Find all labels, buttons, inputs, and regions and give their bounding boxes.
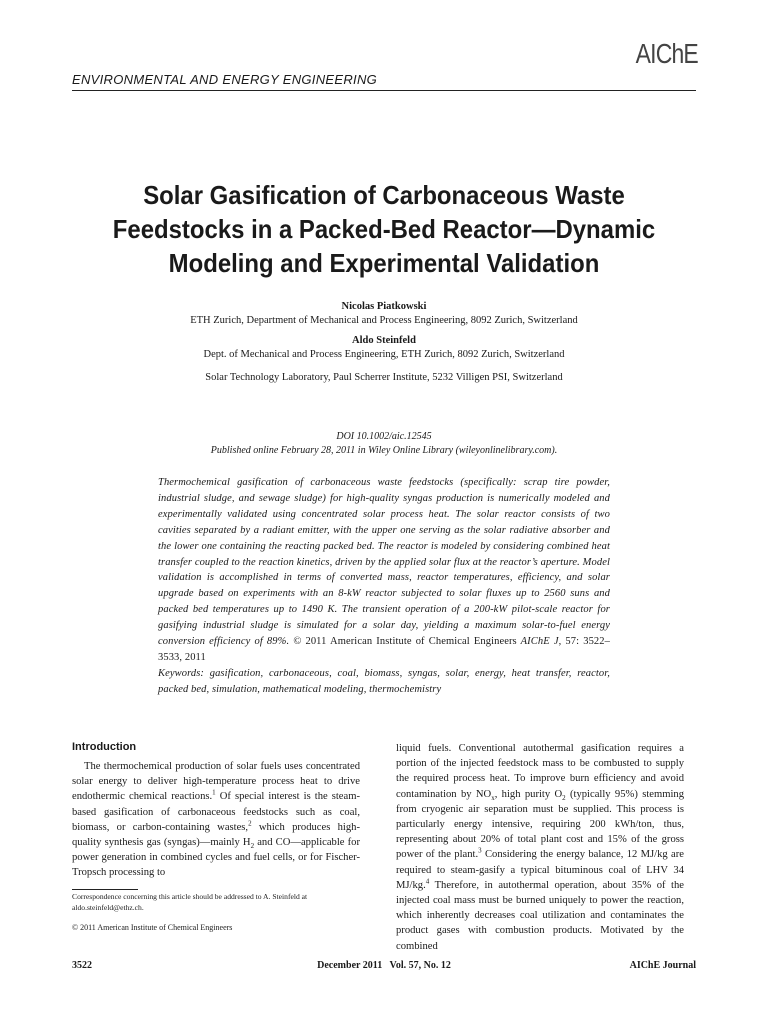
- body-paragraph: liquid fuels. Conventional autothermal gasification requires a portion of the injected feedstock mass to be combusted to supply the required process heat. To improve burn efficiency and avoid contamination by $NO_x$, high purity $O_2$ (typically 95%) stemming from cryogenic air separation must be supplied. This process is particularly energy intensive, requiring 200 kWh/ton, thus, representing about 20% of total plant cost and 15% of the gross power of the plant.$^3$ Considering the energy balance, 12 MJ/kg are required to steam-gasify a typical bituminous coal of LHV 34 MJ/kg.$^4$ Therefore, in autothermal operation, about 35% of the injected coal mass must be burned uniquely to power the reaction, which inherently decreases coal utilization and contaminates the product gases with combustion products. Motivated by the combined: [396, 743, 685, 952]
- journal-logo: AIChE: [635, 38, 698, 69]
- author-affiliation: ETH Zurich, Department of Mechanical and Process Engineering, 8092 Zurich, Switzerland: [190, 315, 578, 326]
- column-left: [72, 740, 360, 881]
- reference-link[interactable]: 3: [478, 846, 482, 855]
- page-number: 3522: [72, 960, 92, 971]
- published-line: Published online February 28, 2011 in Wiley Online Library (wileyonlinelibrary.com).: [210, 445, 558, 456]
- issue-info: December 2011 Vol. 57, No. 12: [317, 960, 451, 971]
- publication-info: [72, 430, 696, 458]
- section-header: ENVIRONMENTAL AND ENERGY ENGINEERING: [72, 72, 696, 91]
- title-line: Feedstocks in a Packed-Bed Reactor—Dynamic: [112, 214, 656, 244]
- doi[interactable]: DOI 10.1002/aic.12545: [336, 431, 432, 442]
- title-line: Modeling and Experimental Validation: [168, 248, 600, 278]
- author-block: [72, 300, 696, 385]
- abstract-text: Thermochemical gasification of carbonaceous waste feedstocks (specifically: scrap tire powder, industrial sludge, and sewage sludge) for high-quality syngas production is numerically modeled and experimentally validated using concentrated solar process heat. The solar reactor consists of two cavities separated by a radiant emitter, with the upper one serving as the solar radiative absorber and the lower one containing the reacting packed bed. The reactor is modeled by considering combined heat transfer coupled to the reaction kinetics, driven by the applied solar flux at the reactor’s aperture. Model validation is accomplished in terms of converted mass, reactor temperatures, efficiency, and solar upgrade based on experiments with an 8-kW reactor subjected to solar fluxes up to 2560 suns and packed bed temperatures up to 1490 K. The transient operation of a 200-kW pilot-scale reactor for gasifying industrial sludge is simulated for a solar day, yielding a maximum solar-to-fuel energy conversion efficiency of 89%.: [158, 477, 610, 648]
- section-heading: Introduction: [72, 741, 137, 753]
- citation: 57: 3522–3533, 2011: [158, 636, 610, 663]
- article-title: [97, 178, 671, 280]
- author-name: Nicolas Piatkowski: [341, 301, 427, 312]
- reference-link[interactable]: 4: [425, 877, 430, 886]
- reference-link[interactable]: 1: [212, 788, 216, 797]
- author-affiliation: Solar Technology Laboratory, Paul Scherrer Institute, 5232 Villigen PSI, Switzerland: [205, 372, 563, 383]
- abstract-copyright: © 2011 American Institute of Chemical Engineers: [293, 636, 517, 648]
- author-name: Aldo Steinfeld: [352, 335, 416, 346]
- author-affiliation: Dept. of Mechanical and Process Engineering, ETH Zurich, 8092 Zurich, Switzerland: [203, 349, 565, 360]
- copyright-line: © 2011 American Institute of Chemical Engineers: [72, 923, 233, 932]
- column-right: [396, 741, 684, 954]
- journal-name: AIChE Journal: [629, 960, 696, 971]
- correspondence-footnote: Correspondence concerning this article should be addressed to A. Steinfeld at aldo.steinfeld@ethz.ch.: [72, 892, 308, 912]
- abstract: [158, 475, 610, 698]
- journal-abbrev: AIChE J,: [520, 636, 562, 648]
- keywords: Keywords: gasification, carbonaceous, coal, biomass, syngas, solar, energy, heat transfer, reactor, packed bed, simulation, mathematical modeling, thermochemistry: [158, 667, 610, 695]
- footnote-divider: [72, 889, 138, 890]
- reference-link[interactable]: 2: [248, 819, 252, 828]
- title-line: Solar Gasification of Carbonaceous Waste: [143, 180, 625, 210]
- body-paragraph: The thermochemical production of solar fuels uses concentrated solar energy to deliver high-temperature process heat to drive endothermic chemical reactions.$^1$ Of special interest is the steam-based gasification of carbonaceous feedstocks such as coal, biomass, or carbon-containing wastes,$^2$ which produces high-quality synthesis gas (syngas)—mainly $H_2$ and CO—applicable for power generation in combined cycles and fuel cells, or for Fischer-Tropsch processing to: [72, 761, 361, 879]
